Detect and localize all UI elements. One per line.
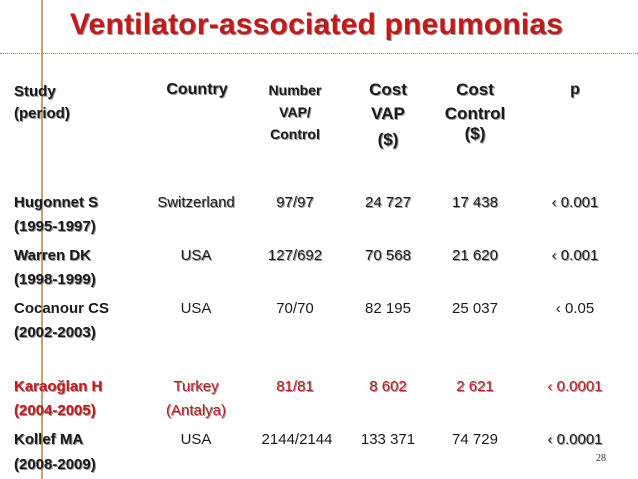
header-country: Country [166, 81, 228, 98]
header-period: (period) [14, 105, 70, 122]
header-study: Study [14, 83, 56, 100]
row2-cost-vap: 70 568 [365, 247, 411, 264]
row5-p: ‹ 0.0001 [547, 431, 603, 448]
row5-study: Kollef MA [14, 431, 84, 448]
row2-p: ‹ 0.001 [551, 247, 599, 264]
row4-country-region: (Antalya) [165, 402, 227, 419]
page-number: 28 [596, 453, 606, 464]
row5-cost-vap: 133 371 [360, 431, 416, 448]
row2-period: (1998-1999) [14, 271, 96, 288]
row1-period: (1995-1997) [14, 218, 96, 235]
row1-p: ‹ 0.001 [551, 194, 599, 211]
row3-p: ‹ 0.05 [555, 300, 595, 317]
row3-study: Cocanour CS [14, 300, 110, 317]
row1-cost-vap: 24 727 [365, 194, 411, 211]
header-cost-control-line2: Control [444, 104, 506, 123]
row3-period: (2002-2003) [14, 324, 96, 341]
row5-period: (2008-2009) [14, 456, 96, 473]
header-cost-control-line1: Cost [456, 80, 494, 99]
row1-country: Switzerland [157, 194, 235, 211]
row5-country: USA [180, 431, 212, 448]
row3-cost-control: 25 037 [452, 300, 498, 317]
row2-number: 127/692 [267, 247, 323, 264]
row2-cost-control: 21 620 [452, 247, 498, 264]
header-cost-vap-line1: Cost [369, 80, 407, 99]
row4-period: (2004-2005) [14, 402, 96, 419]
row1-number: 97/97 [276, 194, 314, 211]
header-number-line3: Control [270, 126, 320, 142]
header-number-line2: VAP/ [279, 104, 311, 120]
row5-cost-control: 74 729 [452, 431, 498, 448]
header-cost-vap-line3: ($) [377, 130, 399, 149]
header-cost-control-line3: ($) [464, 124, 486, 143]
row4-cost-control: 2 621 [456, 378, 494, 395]
row4-number: 81/81 [276, 378, 314, 395]
header-cost-vap-line2: VAP [371, 104, 405, 123]
header-number-line1: Number [268, 82, 322, 98]
row2-study: Warren DK [14, 247, 91, 264]
row3-country: USA [180, 300, 212, 317]
row3-cost-vap: 82 195 [365, 300, 411, 317]
row1-cost-control: 17 438 [452, 194, 498, 211]
row4-p: ‹ 0.0001 [547, 378, 603, 395]
row4-country: Turkey [173, 378, 219, 395]
row4-study: Karaoğlan H [14, 378, 103, 395]
row5-number: 2144/2144 [261, 431, 333, 448]
slide-title: Ventilator-associated pneumonias [70, 8, 564, 41]
row4-cost-vap: 8 602 [369, 378, 407, 395]
header-p: p [570, 81, 580, 98]
title-underline [0, 53, 638, 54]
row2-country: USA [180, 247, 212, 264]
row3-number: 70/70 [276, 300, 314, 317]
row1-study: Hugonnet S [14, 194, 99, 211]
